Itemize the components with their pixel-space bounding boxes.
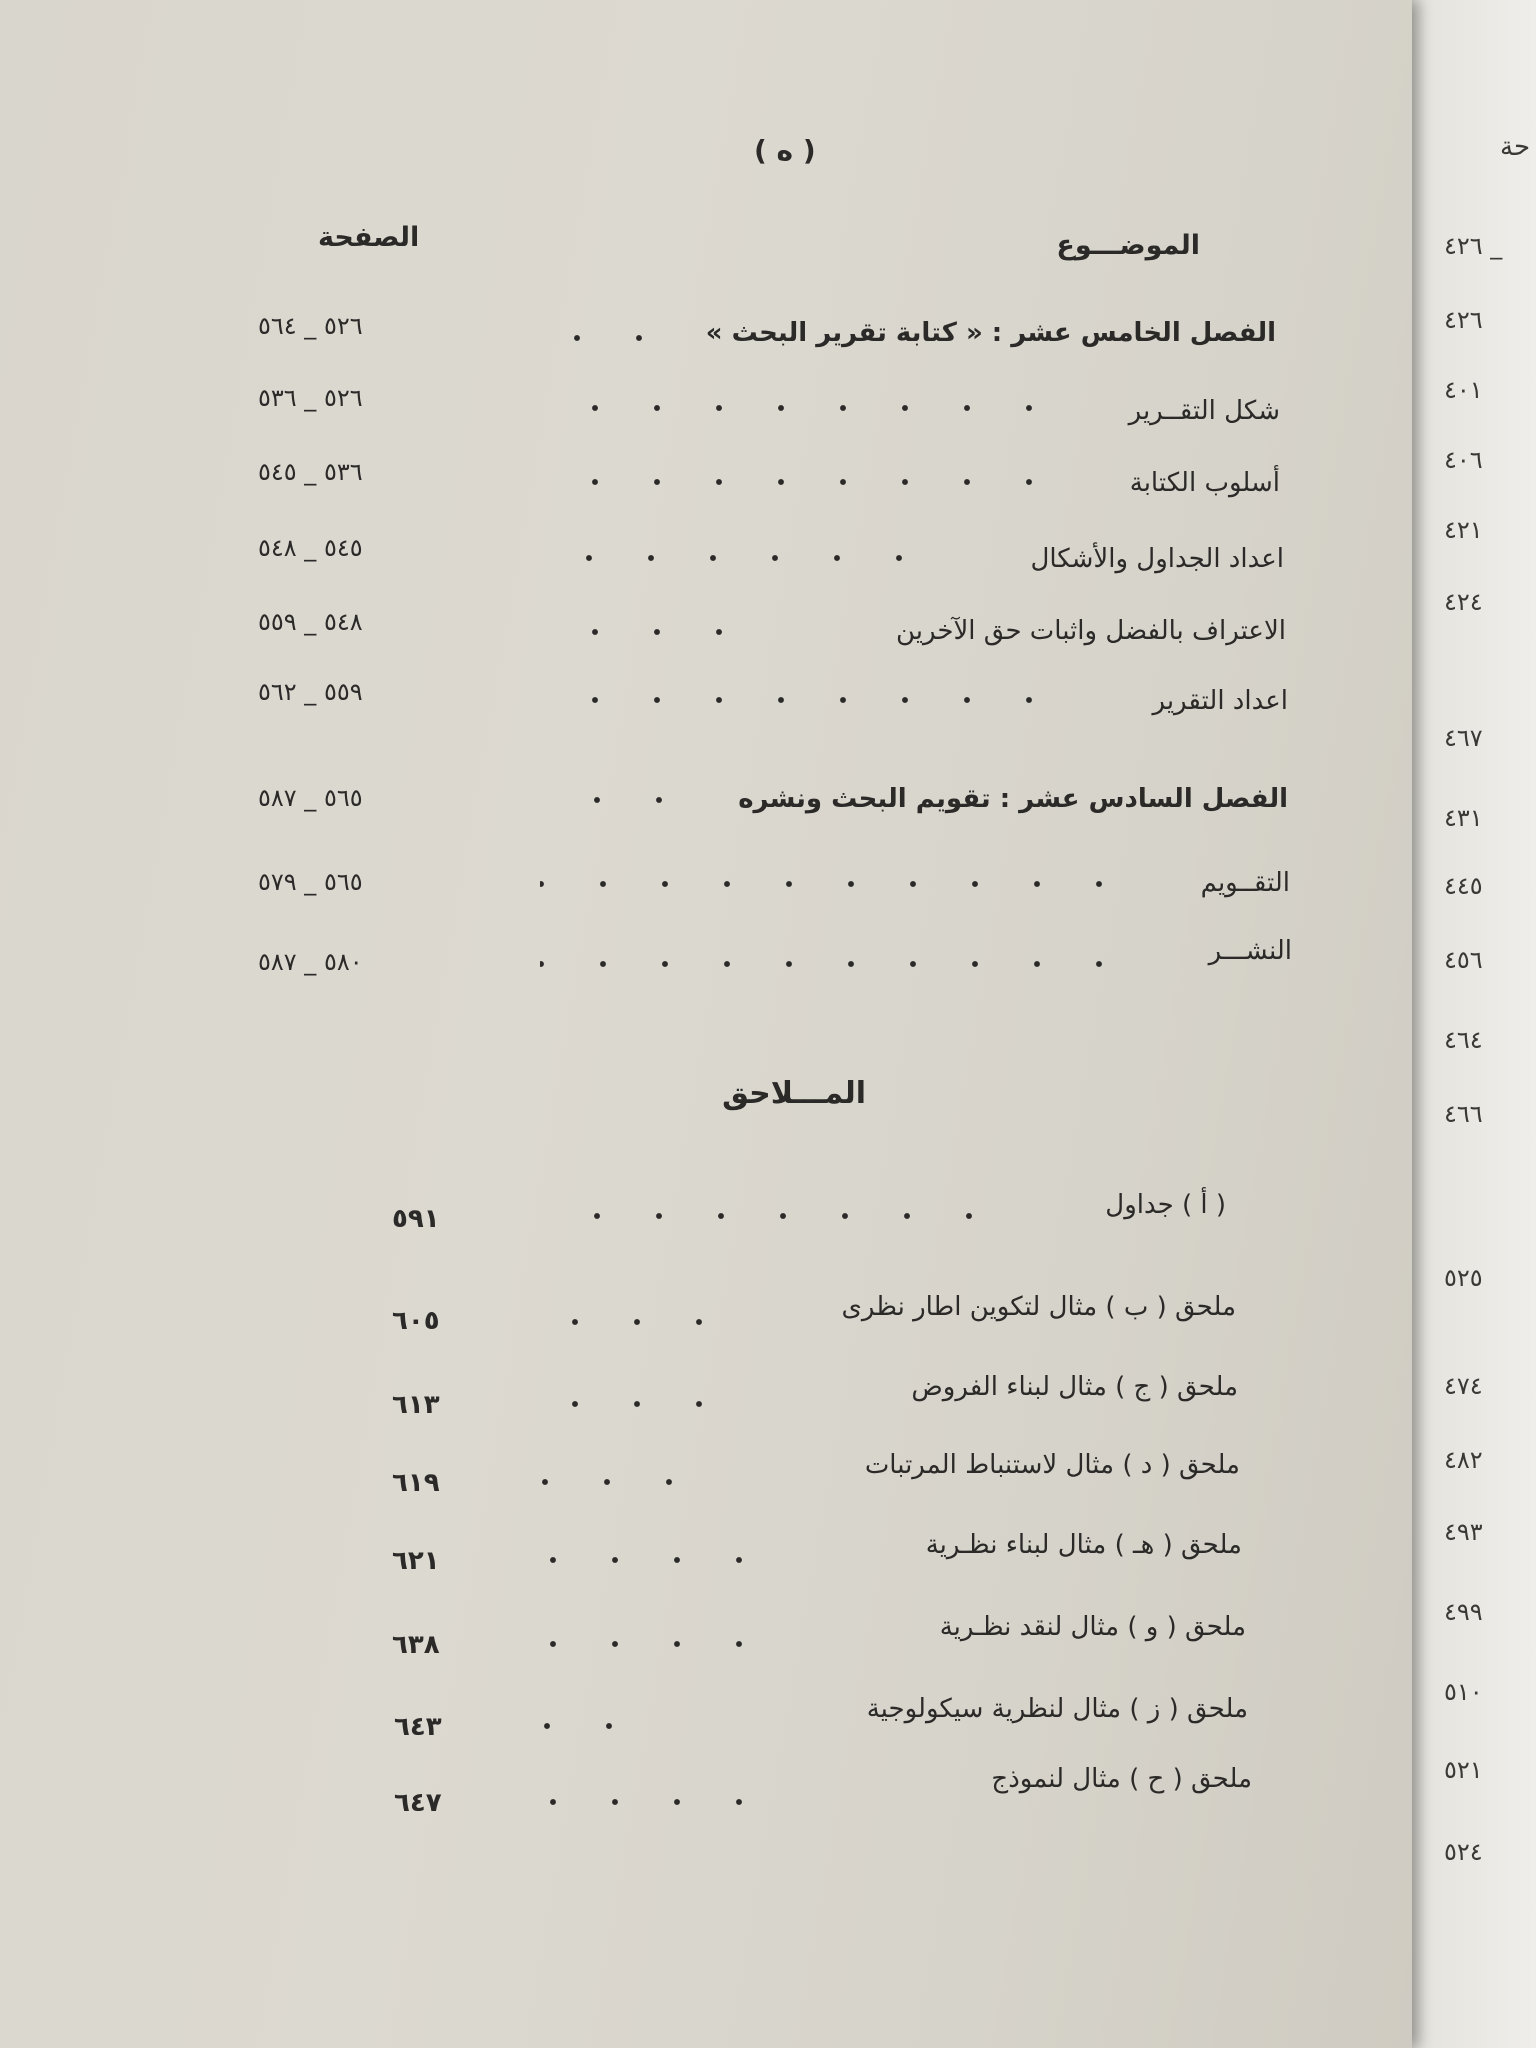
leader-dots bbox=[540, 404, 1060, 412]
adjacent-page-header: حة bbox=[1500, 132, 1531, 162]
leader-dots bbox=[540, 880, 1130, 888]
adjacent-page-number: ٤٠١ bbox=[1444, 376, 1483, 404]
leader-dots bbox=[540, 1212, 1000, 1220]
appendix-entry-page: ٦١٩ bbox=[392, 1468, 440, 1498]
leader-dots bbox=[540, 1400, 730, 1408]
toc-entry-title: أسلوب الكتابة bbox=[1129, 468, 1280, 498]
adjacent-page-number: ٤٠٦ bbox=[1444, 446, 1483, 474]
toc-entry-pages: ٥٢٦ _ ٥٣٦ bbox=[258, 384, 363, 412]
adjacent-page-number: ٤٢٤ bbox=[1444, 588, 1483, 616]
appendix-entry-title: ( أ ) جداول bbox=[1105, 1190, 1226, 1220]
leader-dots bbox=[540, 1478, 700, 1486]
adjacent-page-number: ٤٦٧ bbox=[1444, 724, 1483, 752]
adjacent-page-number: ٤٣١ bbox=[1444, 804, 1483, 832]
leader-dots bbox=[540, 1640, 770, 1648]
leader-dots bbox=[540, 554, 930, 562]
adjacent-page-number: ٤٩٩ bbox=[1444, 1598, 1483, 1626]
adjacent-page-number: ٥٢١ bbox=[1444, 1756, 1483, 1784]
adjacent-page-number: ٤٢٦ _ bbox=[1444, 232, 1503, 260]
page-column-header: الصفحة bbox=[318, 222, 420, 253]
toc-entry-pages: ٥٦٥ _ ٥٨٧ bbox=[258, 784, 363, 812]
adjacent-page-number: ٤٦٤ bbox=[1444, 1026, 1483, 1054]
leader-dots bbox=[540, 628, 750, 636]
adjacent-page-number: ٤٤٥ bbox=[1444, 872, 1483, 900]
appendix-entry-page: ٦١٣ bbox=[392, 1390, 440, 1420]
leader-dots bbox=[540, 334, 670, 342]
appendices-heading: المـــلاحق bbox=[722, 1076, 866, 1111]
toc-entry-title: شكل التقــرير bbox=[1128, 396, 1280, 426]
toc-entry-pages: ٥٢٦ _ ٥٦٤ bbox=[258, 312, 363, 340]
toc-entry-title: الفصل الخامس عشر : « كتابة تقرير البحث » bbox=[705, 318, 1276, 348]
toc-entry-pages: ٥٤٥ _ ٥٤٨ bbox=[258, 534, 363, 562]
leader-dots bbox=[540, 796, 690, 804]
leader-dots bbox=[540, 478, 1060, 486]
appendix-entry-page: ٦٠٥ bbox=[392, 1306, 440, 1336]
toc-entry-title: اعداد التقرير bbox=[1152, 686, 1288, 716]
toc-entry-title: التقــويم bbox=[1200, 868, 1290, 898]
adjacent-page-number: ٤٧٤ bbox=[1444, 1372, 1483, 1400]
appendix-entry-title: ملحق ( و ) مثال لنقد نظـرية bbox=[939, 1612, 1246, 1642]
adjacent-page-number: ٥٢٤ bbox=[1444, 1838, 1483, 1866]
adjacent-page-number: ٥٢٥ bbox=[1444, 1264, 1483, 1292]
toc-entry-pages: ٥٤٨ _ ٥٥٩ bbox=[258, 608, 363, 636]
toc-entry-pages: ٥٥٩ _ ٥٦٢ bbox=[258, 678, 363, 706]
toc-entry-pages: ٥٣٦ _ ٥٤٥ bbox=[258, 458, 363, 486]
toc-entry-title: النشـــر bbox=[1208, 936, 1292, 966]
leader-dots bbox=[540, 960, 1130, 968]
toc-entry-pages: ٥٨٠ _ ٥٨٧ bbox=[258, 948, 363, 976]
appendix-entry-page: ٦٤٧ bbox=[394, 1788, 442, 1818]
appendix-entry-title: ملحق ( ب ) مثال لتكوين اطار نظرى bbox=[841, 1292, 1236, 1322]
adjacent-page-number: ٤٦٦ bbox=[1444, 1100, 1483, 1128]
adjacent-page-number: ٥١٠ bbox=[1444, 1678, 1483, 1706]
appendix-entry-page: ٦٣٨ bbox=[392, 1630, 440, 1660]
appendix-entry-page: ٦٤٣ bbox=[394, 1712, 442, 1742]
topic-column-header: الموضـــوع bbox=[1056, 230, 1200, 261]
appendix-entry-page: ٦٢١ bbox=[392, 1546, 440, 1576]
leader-dots bbox=[540, 696, 1060, 704]
appendix-entry-title: ملحق ( ز ) مثال لنظرية سيكولوجية bbox=[866, 1694, 1248, 1724]
appendix-entry-title: ملحق ( هـ ) مثال لبناء نظـرية bbox=[925, 1530, 1242, 1560]
adjacent-page-number: ٤٨٢ bbox=[1444, 1446, 1483, 1474]
adjacent-page-number: ٤٢٦ bbox=[1444, 306, 1483, 334]
appendix-entry-page: ٥٩١ bbox=[392, 1204, 440, 1234]
toc-entry-title: اعداد الجداول والأشكال bbox=[1030, 544, 1284, 574]
appendix-entry-title: ملحق ( ج ) مثال لبناء الفروض bbox=[911, 1372, 1238, 1402]
leader-dots bbox=[540, 1556, 770, 1564]
leader-dots bbox=[540, 1722, 640, 1730]
toc-entry-pages: ٥٦٥ _ ٥٧٩ bbox=[258, 868, 363, 896]
adjacent-page-number: ٤٥٦ bbox=[1444, 946, 1483, 974]
leader-dots bbox=[540, 1798, 770, 1806]
toc-entry-title: الفصل السادس عشر : تقويم البحث ونشره bbox=[738, 784, 1288, 814]
adjacent-page-number: ٤٩٣ bbox=[1444, 1518, 1483, 1546]
appendix-entry-title: ملحق ( ح ) مثال لنموذج bbox=[991, 1764, 1252, 1794]
appendix-entry-title: ملحق ( د ) مثال لاستنباط المرتبات bbox=[864, 1450, 1240, 1480]
leader-dots bbox=[540, 1318, 730, 1326]
adjacent-page-number: ٤٢١ bbox=[1444, 516, 1483, 544]
toc-entry-title: الاعتراف بالفضل واثبات حق الآخرين bbox=[896, 616, 1286, 646]
page-marker: ( ه ) bbox=[754, 134, 816, 167]
